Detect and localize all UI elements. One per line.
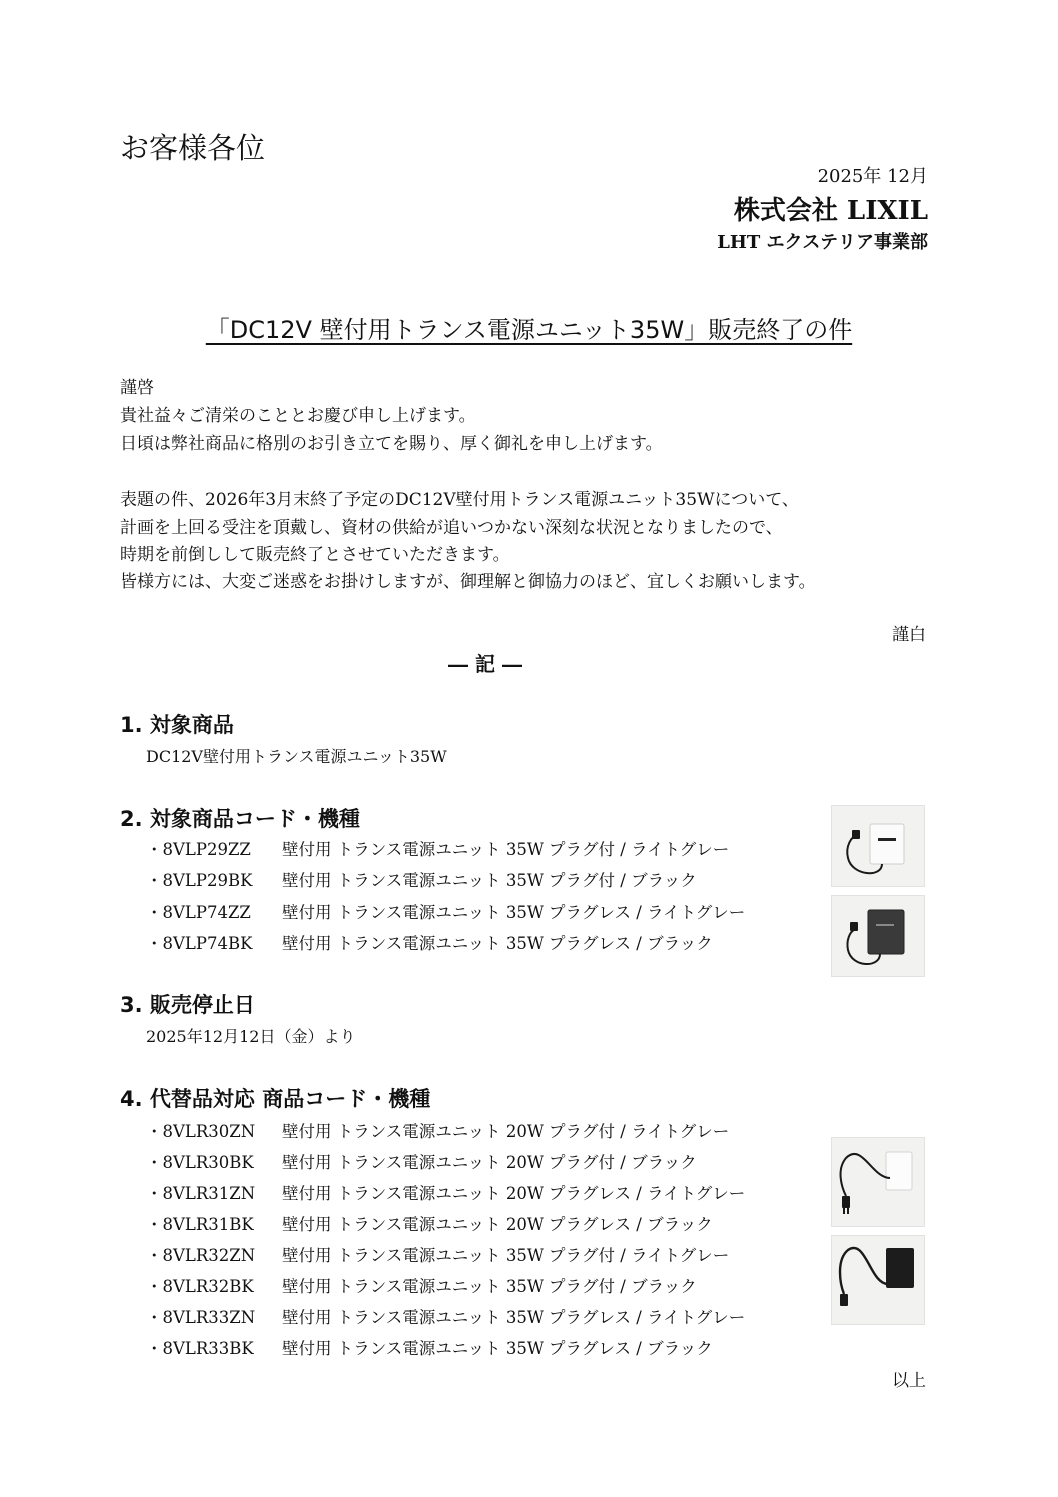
product-code: ・8VLP74BK	[146, 934, 253, 953]
end-mark: 以上	[892, 1371, 926, 1391]
product-code: ・8VLR32BK	[146, 1277, 254, 1296]
product-code: ・8VLR31ZN	[146, 1184, 256, 1203]
product-description: 壁付用 トランス電源ユニット 35W プラグレス / ライトグレー	[282, 1308, 746, 1327]
body-line: 計画を上回る受注を頂戴し、資材の供給が追いつかない深刻な状況となりましたので、	[120, 518, 783, 538]
list-item	[146, 1180, 745, 1204]
product-photo-black-plug	[831, 895, 925, 977]
list-item	[146, 1335, 713, 1359]
product-code: ・8VLP29ZZ	[146, 840, 251, 859]
product-description: 壁付用 トランス電源ユニット 35W プラグレス / ライトグレー	[282, 903, 746, 922]
list-item	[146, 1304, 745, 1328]
product-photo-light-gray-plug	[831, 805, 925, 887]
greeting-line: 日頃は弊社商品に格別のお引き立てを賜り、厚く御礼を申し上げます。	[120, 434, 663, 454]
product-description: 壁付用 トランス電源ユニット 35W プラグレス / ブラック	[282, 1339, 713, 1358]
product-code: ・8VLP29BK	[146, 871, 253, 890]
section-heading-target-codes: 2. 対象商品コード・機種	[120, 807, 360, 831]
product-code: ・8VLR30ZN	[146, 1122, 256, 1141]
document-title	[0, 310, 1058, 345]
closing-remark: 謹白	[892, 625, 926, 645]
list-item	[146, 836, 729, 860]
body-line: 時期を前倒しして販売終了とさせていただきます。	[120, 545, 510, 565]
company-name: 株式会社 LIXIL	[733, 196, 928, 226]
product-code: ・8VLR30BK	[146, 1153, 254, 1172]
section-heading-target-product: 1. 対象商品	[120, 713, 234, 737]
list-item	[146, 1242, 729, 1266]
product-code: ・8VLR33ZN	[146, 1308, 256, 1327]
alt-transformer-light-gray-icon	[832, 1138, 924, 1226]
product-description: 壁付用 トランス電源ユニット 20W プラグ付 / ライトグレー	[282, 1122, 730, 1141]
list-item	[146, 1149, 697, 1173]
list-item	[146, 1211, 713, 1235]
product-description: 壁付用 トランス電源ユニット 35W プラグレス / ブラック	[282, 934, 713, 953]
body-line: 皆様方には、大変ご迷惑をお掛けしますが、御理解と御協力のほど、宜しくお願いします。	[120, 572, 816, 592]
product-code: ・8VLP74ZZ	[146, 903, 251, 922]
product-code: ・8VLR33BK	[146, 1339, 254, 1358]
list-item	[146, 1273, 697, 1297]
greeting-opening: 謹啓	[120, 378, 154, 398]
stop-date: 2025年12月12日（金）より	[146, 1027, 356, 1046]
product-description: 壁付用 トランス電源ユニット 35W プラグ付 / ライトグレー	[282, 1246, 730, 1265]
document-title-text: 「DC12V 壁付用トランス電源ユニット35W」販売終了の件	[205, 316, 853, 344]
product-description: 壁付用 トランス電源ユニット 35W プラグ付 / ブラック	[282, 1277, 697, 1296]
product-description: 壁付用 トランス電源ユニット 35W プラグ付 / ブラック	[282, 871, 697, 890]
section-heading-stop-date: 3. 販売停止日	[120, 993, 255, 1017]
list-item	[146, 867, 697, 891]
list-item	[146, 1118, 729, 1142]
section-heading-alternative-codes: 4. 代替品対応 商品コード・機種	[120, 1087, 431, 1111]
transformer-black-icon	[832, 896, 924, 976]
alt-transformer-black-icon	[832, 1236, 924, 1324]
list-item	[146, 899, 745, 923]
ki-heading: ― 記 ―	[448, 652, 522, 676]
product-description: 壁付用 トランス電源ユニット 20W プラグレス / ライトグレー	[282, 1184, 746, 1203]
department-name: LHT エクステリア事業部	[717, 232, 928, 253]
product-description: 壁付用 トランス電源ユニット 20W プラグレス / ブラック	[282, 1215, 713, 1234]
list-item	[146, 930, 713, 954]
product-code: ・8VLR32ZN	[146, 1246, 256, 1265]
issue-date: 2025年 12月	[817, 166, 928, 187]
addressee: お客様各位	[120, 131, 266, 165]
target-product-name: DC12V壁付用トランス電源ユニット35W	[146, 747, 447, 766]
body-line: 表題の件、2026年3月末終了予定のDC12V壁付用トランス電源ユニット35Wについて、	[120, 490, 799, 510]
product-description: 壁付用 トランス電源ユニット 20W プラグ付 / ブラック	[282, 1153, 697, 1172]
greeting-line: 貴社益々ご清栄のこととお慶び申し上げます。	[120, 406, 476, 426]
alt-product-photo-black	[831, 1235, 925, 1325]
product-code: ・8VLR31BK	[146, 1215, 254, 1234]
product-description: 壁付用 トランス電源ユニット 35W プラグ付 / ライトグレー	[282, 840, 730, 859]
transformer-light-gray-icon	[832, 806, 924, 886]
alt-product-photo-light-gray	[831, 1137, 925, 1227]
